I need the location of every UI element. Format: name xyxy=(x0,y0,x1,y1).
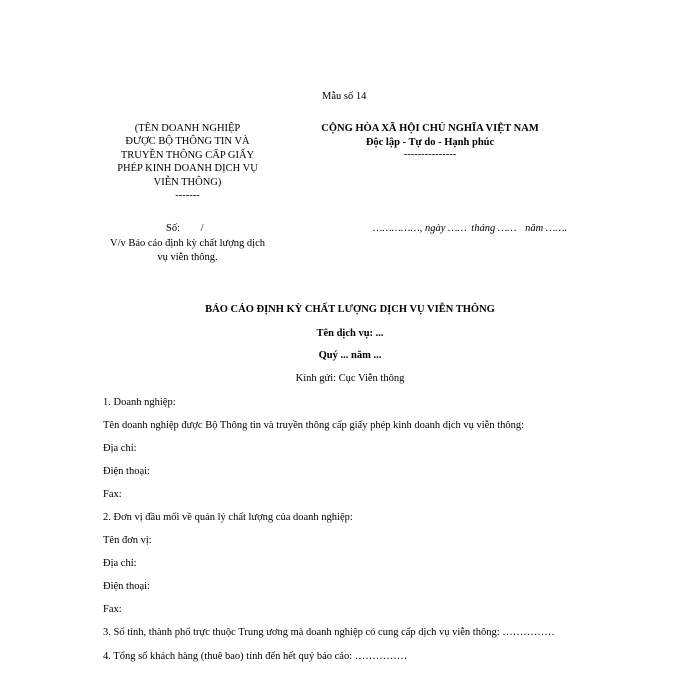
date-day-dots: …… xyxy=(447,223,467,234)
subject-line: V/v Báo cáo định kỳ chất lượng dịch xyxy=(109,238,265,249)
national-header xyxy=(310,122,550,160)
unit-name: Tên đơn vị: xyxy=(103,535,152,546)
company-name-line: ĐƯỢC BỘ THÔNG TIN VÀ xyxy=(125,136,250,148)
company-licensed-name: Tên doanh nghiệp được Bộ Thông tin và truyền thông cấp giấy phép kinh doanh dịch vụ viễn thông: xyxy=(103,420,525,431)
company-name-block xyxy=(100,122,275,202)
company-name-line: VIỄN THÔNG) xyxy=(153,176,222,188)
unit-phone: Điện thoại: xyxy=(103,581,150,592)
recipient: Kính gửi: Cục Viễn thông xyxy=(295,373,405,384)
reference-number xyxy=(166,223,204,234)
company-address: Địa chỉ: xyxy=(103,443,137,454)
unit-address: Địa chỉ: xyxy=(103,558,137,569)
date-year-dots: ……. xyxy=(545,223,568,234)
service-name: Tên dịch vụ: ... xyxy=(316,328,384,339)
company-divider: ------- xyxy=(175,190,200,202)
company-phone: Điện thoại: xyxy=(103,466,150,477)
reference-subject xyxy=(100,237,275,265)
subject-line: vụ viễn thông. xyxy=(157,252,218,263)
date-month-dots: …… xyxy=(497,223,517,234)
date-day-label: ngày xyxy=(424,223,446,234)
company-name-line: TRUYỀN THÔNG CẤP GIẤY xyxy=(120,149,255,161)
report-period: Quý ... năm ... xyxy=(318,350,382,361)
so-label: Số: xyxy=(166,223,181,234)
date-month-label: tháng xyxy=(471,223,496,234)
unit-fax: Fax: xyxy=(103,604,122,615)
motto-divider: --------------- xyxy=(403,149,457,160)
date-place: ……………, xyxy=(373,223,423,234)
country-name: CỘNG HÒA XÃ HỘI CHỦ NGHĨA VIỆT NAM xyxy=(321,123,539,134)
section-3-provinces: 3. Số tỉnh, thành phố trực thuộc Trung ương mà doanh nghiệp có cung cấp dịch vụ viễn thông: …………… xyxy=(103,627,555,638)
company-name-line: (TÊN DOANH NGHIỆP xyxy=(134,123,241,134)
date-line xyxy=(373,223,567,234)
company-fax: Fax: xyxy=(103,489,122,500)
form-number: Mẫu số 14 xyxy=(322,91,367,102)
national-motto: Độc lập - Tự do - Hạnh phúc xyxy=(365,137,495,148)
section-2-heading: 2. Đơn vị đầu mối về quản lý chất lượng của doanh nghiệp: xyxy=(103,512,353,523)
company-name-line: PHÉP KINH DOANH DỊCH VỤ xyxy=(117,163,258,175)
section-4-subscribers: 4. Tổng số khách hàng (thuê bao) tính đến hết quý báo cáo: …………… xyxy=(103,651,408,662)
date-year-label: năm xyxy=(525,223,544,234)
report-title: BÁO CÁO ĐỊNH KỲ CHẤT LƯỢNG DỊCH VỤ VIỄN THÔNG xyxy=(205,304,495,315)
section-1-heading: 1. Doanh nghiệp: xyxy=(103,397,176,408)
so-slash: / xyxy=(200,223,204,234)
